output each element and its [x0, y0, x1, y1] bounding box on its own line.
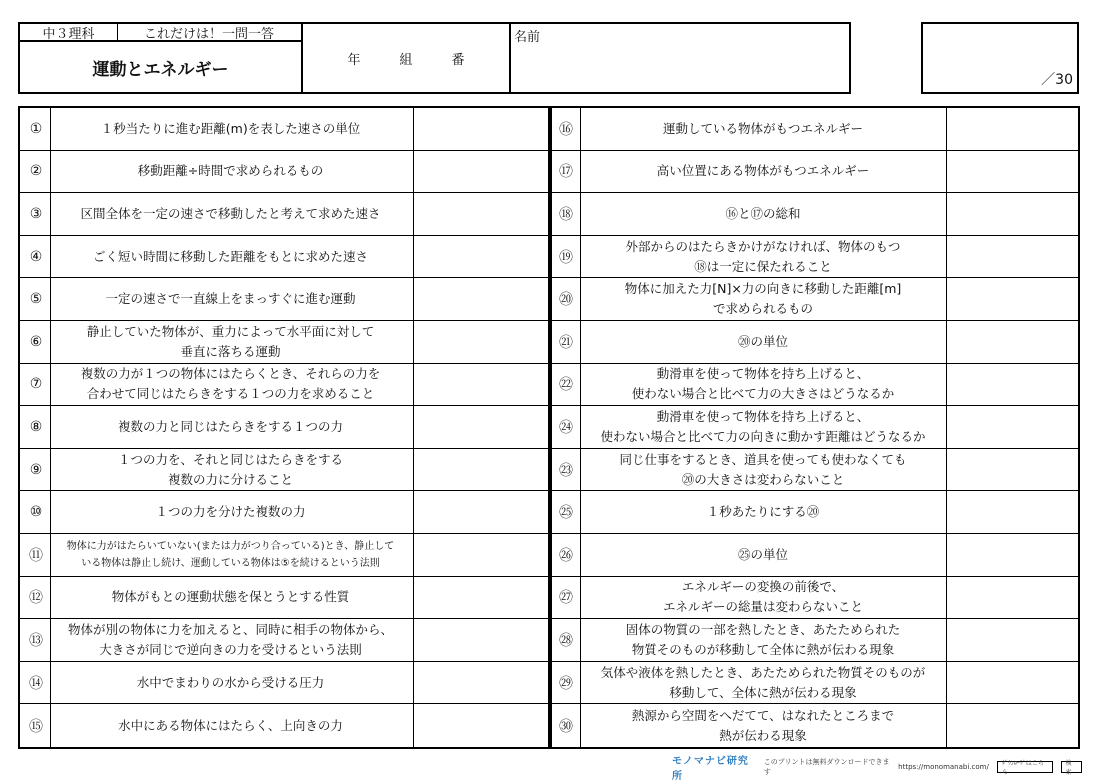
answer-field[interactable] — [413, 108, 550, 150]
answer-field[interactable] — [946, 662, 1078, 704]
question-text: 水中にある物体にはたらく、上向きの力 — [48, 704, 414, 747]
question-row — [552, 193, 1078, 236]
answer-field[interactable] — [413, 491, 550, 533]
download-button[interactable]: ﾀﾞｳﾝﾛｰﾄﾞはこちら — [997, 761, 1053, 773]
answer-field[interactable] — [946, 619, 1078, 661]
subtitle-label: これだけは！一問一答 — [117, 22, 303, 42]
question-text: １つの力を、それと同じはたらきをする 複数の力に分けること — [48, 449, 414, 491]
question-text: １秒あたりにする⑳ — [580, 491, 947, 533]
question-text: 一定の速さで一直線上をまっすぐに進む運動 — [48, 278, 414, 320]
question-text: 物体に加えた力[N]×力の向きに移動した距離[m] で求められるもの — [580, 278, 947, 320]
question-text: ㉕の単位 — [580, 534, 947, 576]
footer — [672, 756, 1082, 782]
answer-field[interactable] — [413, 236, 550, 278]
question-number: ⑬ — [22, 619, 51, 661]
question-text: 動滑車を使って物体を持ち上げると、 使わない場合と比べて力の大きさはどうなるか — [580, 364, 947, 406]
question-text: 区間全体を一定の速さで移動したと考えて求めた速さ — [48, 193, 414, 235]
question-text: 熱源から空間をへだてて、はなれたところまで 熱が伝わる現象 — [580, 704, 947, 747]
question-text: 静止していた物体が、重力によって水平面に対して 垂直に落ちる運動 — [48, 321, 414, 363]
page-title: 運動とエネルギー — [18, 41, 303, 94]
question-row — [20, 193, 550, 236]
answer-field[interactable] — [413, 278, 550, 320]
question-text: 複数の力と同じはたらきをする１つの力 — [48, 406, 414, 448]
question-column-right — [550, 108, 1078, 747]
question-number: ⑪ — [22, 534, 51, 576]
question-number: ㉓ — [552, 449, 581, 491]
question-row — [552, 406, 1078, 449]
question-number: ㉑ — [552, 321, 581, 363]
question-row — [20, 278, 550, 321]
answer-field[interactable] — [946, 151, 1078, 193]
question-number: ⑤ — [22, 278, 51, 320]
question-number: ⑭ — [22, 662, 51, 704]
question-text: 複数の力が１つの物体にはたらくとき、それらの力を 合わせて同じはたらきをする１つの力を求めること — [48, 364, 414, 406]
answer-field[interactable] — [946, 278, 1078, 320]
question-row — [552, 151, 1078, 194]
name-field[interactable] — [510, 22, 851, 94]
question-text: エネルギーの変換の前後で、 エネルギーの総量は変わらないこと — [580, 577, 947, 619]
answer-field[interactable] — [946, 704, 1078, 747]
question-number: ⑧ — [22, 406, 51, 448]
question-text: 高い位置にある物体がもつエネルギー — [580, 151, 947, 193]
question-number: ㉖ — [552, 534, 581, 576]
question-number: ⑦ — [22, 364, 51, 406]
question-row — [20, 364, 550, 407]
answer-field[interactable] — [946, 449, 1078, 491]
question-number: ⑩ — [22, 491, 51, 533]
answer-field[interactable] — [413, 704, 550, 747]
question-text: 水中でまわりの水から受ける圧力 — [48, 662, 414, 704]
question-row — [552, 449, 1078, 492]
question-number: ⑳ — [552, 278, 581, 320]
footer-note: このプリントは無料ダウンロードできます — [763, 758, 890, 776]
name-label: 名前 — [514, 30, 541, 45]
question-row — [20, 704, 550, 747]
question-text: 物体がもとの運動状態を保とうとする性質 — [48, 577, 414, 619]
answer-field[interactable] — [946, 193, 1078, 235]
class-field[interactable] — [302, 22, 511, 94]
answer-field[interactable] — [413, 577, 550, 619]
question-row — [20, 236, 550, 279]
question-text: ⑯と⑰の総和 — [580, 193, 947, 235]
question-row — [20, 662, 550, 705]
answer-field[interactable] — [413, 406, 550, 448]
answer-field[interactable] — [946, 406, 1078, 448]
question-number: ⑲ — [552, 236, 581, 278]
question-row — [20, 577, 550, 620]
question-row — [20, 449, 550, 492]
search-button[interactable]: 検索 — [1061, 761, 1082, 773]
question-number: ③ — [22, 193, 51, 235]
answer-field[interactable] — [413, 619, 550, 661]
question-text: １秒当たりに進む距離(m)を表した速さの単位 — [48, 108, 414, 150]
question-text: 物体に力がはたらいていない(または力がつり合っている)とき、静止して いる物体は静止し続け、運動している物体は⑤を続けるという法則 — [48, 534, 414, 576]
class-label: 年 組 番 — [347, 52, 465, 68]
question-grid — [18, 106, 1080, 749]
answer-field[interactable] — [413, 662, 550, 704]
question-number: ㉚ — [552, 704, 581, 747]
answer-field[interactable] — [413, 193, 550, 235]
question-row — [552, 491, 1078, 534]
question-row — [552, 108, 1078, 151]
question-number: ⑥ — [22, 321, 51, 363]
answer-field[interactable] — [413, 321, 550, 363]
question-number: ㉔ — [552, 406, 581, 448]
question-row — [552, 662, 1078, 705]
grade-label: 中３理科 — [18, 22, 118, 42]
question-text: ごく短い時間に移動した距離をもとに求めた速さ — [48, 236, 414, 278]
score-field[interactable] — [921, 22, 1079, 94]
question-number: ② — [22, 151, 51, 193]
question-row — [552, 321, 1078, 364]
question-number: ④ — [22, 236, 51, 278]
answer-field[interactable] — [946, 364, 1078, 406]
question-column-left — [20, 108, 550, 747]
question-number: ⑫ — [22, 577, 51, 619]
question-row — [20, 406, 550, 449]
question-row — [552, 577, 1078, 620]
question-number: ㉕ — [552, 491, 581, 533]
answer-field[interactable] — [946, 534, 1078, 576]
question-number: ① — [22, 108, 51, 150]
question-text: ⑳の単位 — [580, 321, 947, 363]
question-row — [552, 619, 1078, 662]
question-row — [20, 619, 550, 662]
answer-field[interactable] — [946, 491, 1078, 533]
question-number: ㉗ — [552, 577, 581, 619]
question-number: ㉘ — [552, 619, 581, 661]
answer-field[interactable] — [413, 364, 550, 406]
question-row — [20, 151, 550, 194]
question-row — [552, 534, 1078, 577]
question-number: ⑯ — [552, 108, 581, 150]
answer-field[interactable] — [946, 577, 1078, 619]
answer-field[interactable] — [413, 449, 550, 491]
question-text: 運動している物体がもつエネルギー — [580, 108, 947, 150]
question-row — [552, 278, 1078, 321]
answer-field[interactable] — [946, 236, 1078, 278]
question-row — [20, 108, 550, 151]
question-text: 外部からのはたらきかけがなければ、物体のもつ ⑱は一定に保たれること — [580, 236, 947, 278]
answer-field[interactable] — [413, 534, 550, 576]
answer-field[interactable] — [413, 151, 550, 193]
question-text: 動滑車を使って物体を持ち上げると、 使わない場合と比べて力の向きに動かす距離はどうなるか — [580, 406, 947, 448]
question-text: 物体が別の物体に力を加えると、同時に相手の物体から、 大きさが同じで逆向きの力を受けるという法則 — [48, 619, 414, 661]
question-number: ㉙ — [552, 662, 581, 704]
question-text: 気体や液体を熱したとき、あたためられた物質そのものが 移動して、全体に熱が伝わる現象 — [580, 662, 947, 704]
footer-url[interactable]: https://monomanabi.com/ — [898, 763, 989, 771]
question-text: １つの力を分けた複数の力 — [48, 491, 414, 533]
question-number: ⑮ — [22, 704, 51, 747]
question-text: 移動距離÷時間で求められるもの — [48, 151, 414, 193]
question-row — [20, 321, 550, 364]
question-row — [20, 534, 550, 577]
question-row — [552, 236, 1078, 279]
question-row — [552, 364, 1078, 407]
question-number: ㉒ — [552, 364, 581, 406]
score-total: ／30 — [1041, 72, 1073, 88]
question-row — [552, 704, 1078, 747]
site-logo: モノマナビ研究所 — [672, 756, 749, 782]
question-row — [20, 491, 550, 534]
answer-field[interactable] — [946, 321, 1078, 363]
question-text: 固体の物質の一部を熱したとき、あたためられた 物質そのものが移動して全体に熱が伝わる現象 — [580, 619, 947, 661]
question-number: ⑨ — [22, 449, 51, 491]
question-text: 同じ仕事をするとき、道具を使っても使わなくても ⑳の大きさは変わらないこと — [580, 449, 947, 491]
question-number: ⑰ — [552, 151, 581, 193]
answer-field[interactable] — [946, 108, 1078, 150]
question-number: ⑱ — [552, 193, 581, 235]
